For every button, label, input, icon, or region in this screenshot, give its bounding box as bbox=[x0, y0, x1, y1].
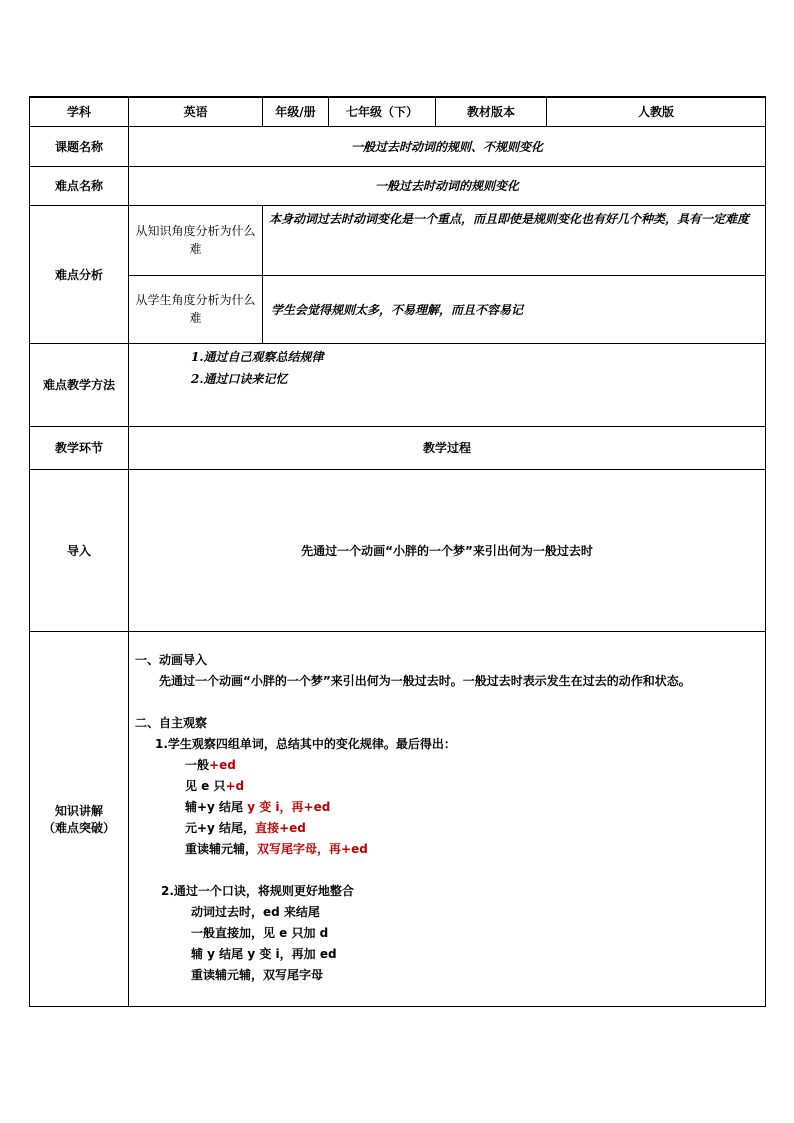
edition-value: 人教版 bbox=[547, 97, 766, 126]
lesson-plan-table bbox=[29, 96, 766, 1007]
difficulty-value: 一般过去时动词的规则变化 bbox=[129, 166, 766, 205]
rhyme-line: 动词过去时，ed 来结尾 bbox=[191, 904, 320, 919]
grade-value: 七年级（下） bbox=[329, 97, 436, 126]
rule-highlight: y 变 i，再+ed bbox=[247, 799, 331, 814]
methods-row bbox=[30, 343, 766, 426]
rhyme-intro: 2.通过一个口诀，将规则更好地整合 bbox=[161, 883, 354, 898]
knowledge-angle-text: 本身动词过去时动词变化是一个重点，而且即使是规则变化也有好几个种类，具有一定难度 bbox=[263, 205, 766, 275]
knowledge-label bbox=[30, 631, 129, 1006]
rule-highlight: +ed bbox=[209, 757, 236, 772]
process-value: 教学过程 bbox=[129, 426, 766, 469]
rule-line bbox=[135, 839, 759, 860]
rule-text: 重读辅元辅， bbox=[185, 841, 258, 856]
rule-line bbox=[135, 818, 759, 839]
analysis-knowledge-row bbox=[30, 205, 766, 275]
rhyme-line: 重读辅元辅，双写尾字母 bbox=[191, 967, 324, 982]
subject-value: 英语 bbox=[129, 97, 263, 126]
topic-label: 课题名称 bbox=[30, 126, 129, 166]
section1-title: 一、动画导入 bbox=[135, 652, 208, 667]
rule-highlight: +d bbox=[225, 778, 245, 793]
method-item: 2.通过口诀来记忆 bbox=[191, 371, 288, 386]
grade-label: 年级/册 bbox=[263, 97, 329, 126]
spacer bbox=[135, 860, 759, 881]
difficulty-row bbox=[30, 166, 766, 205]
rhyme-line: 一般直接加，见 e 只加 d bbox=[191, 925, 329, 940]
intro-label: 导入 bbox=[30, 469, 129, 631]
methods-list bbox=[129, 343, 766, 426]
rule-text: 一般 bbox=[185, 757, 210, 772]
knowledge-label-line1: 知识讲解 bbox=[54, 803, 103, 818]
topic-value: 一般过去时动词的规则、不规则变化 bbox=[129, 126, 766, 166]
subject-label: 学科 bbox=[30, 97, 129, 126]
spacer bbox=[135, 692, 759, 713]
rule-text: 元+y 结尾， bbox=[185, 820, 256, 835]
knowledge-row bbox=[30, 631, 766, 1006]
analysis-student-row bbox=[30, 275, 766, 343]
analysis-label: 难点分析 bbox=[30, 205, 129, 343]
process-label: 教学环节 bbox=[30, 426, 129, 469]
difficulty-label: 难点名称 bbox=[30, 166, 129, 205]
process-row bbox=[30, 426, 766, 469]
section2-title: 二、自主观察 bbox=[135, 715, 208, 730]
header-row bbox=[30, 97, 766, 126]
edition-label: 教材版本 bbox=[436, 97, 547, 126]
rule-line bbox=[135, 755, 759, 776]
rule-highlight: 直接+ed bbox=[255, 820, 306, 835]
rule-line bbox=[135, 776, 759, 797]
knowledge-angle-label: 从知识角度分析为什么难 bbox=[129, 205, 263, 275]
student-angle-text: 学生会觉得规则太多，不易理解，而且不容易记 bbox=[263, 275, 766, 343]
section1-text: 先通过一个动画“小胖的一个梦”来引出何为一般过去时。一般过去时表示发生在过去的动作和状态。 bbox=[159, 673, 691, 688]
rule-line bbox=[135, 797, 759, 818]
rhyme-line: 辅 y 结尾 y 变 i，再加 ed bbox=[191, 946, 337, 961]
methods-label: 难点教学方法 bbox=[30, 343, 129, 426]
rule-text: 辅+y 结尾 bbox=[185, 799, 248, 814]
knowledge-content bbox=[129, 631, 766, 1006]
knowledge-label-line2: （难点突破） bbox=[42, 820, 115, 835]
student-angle-label: 从学生角度分析为什么难 bbox=[129, 275, 263, 343]
observe-intro: 1.学生观察四组单词，总结其中的变化规律。最后得出： bbox=[155, 736, 456, 751]
method-item: 1.通过自己观察总结规律 bbox=[191, 349, 324, 364]
rule-highlight: 双写尾字母，再+ed bbox=[257, 841, 368, 856]
rule-text: 见 e 只 bbox=[185, 778, 226, 793]
intro-text: 先通过一个动画“小胖的一个梦”来引出何为一般过去时 bbox=[129, 469, 766, 631]
intro-row bbox=[30, 469, 766, 631]
topic-row bbox=[30, 126, 766, 166]
